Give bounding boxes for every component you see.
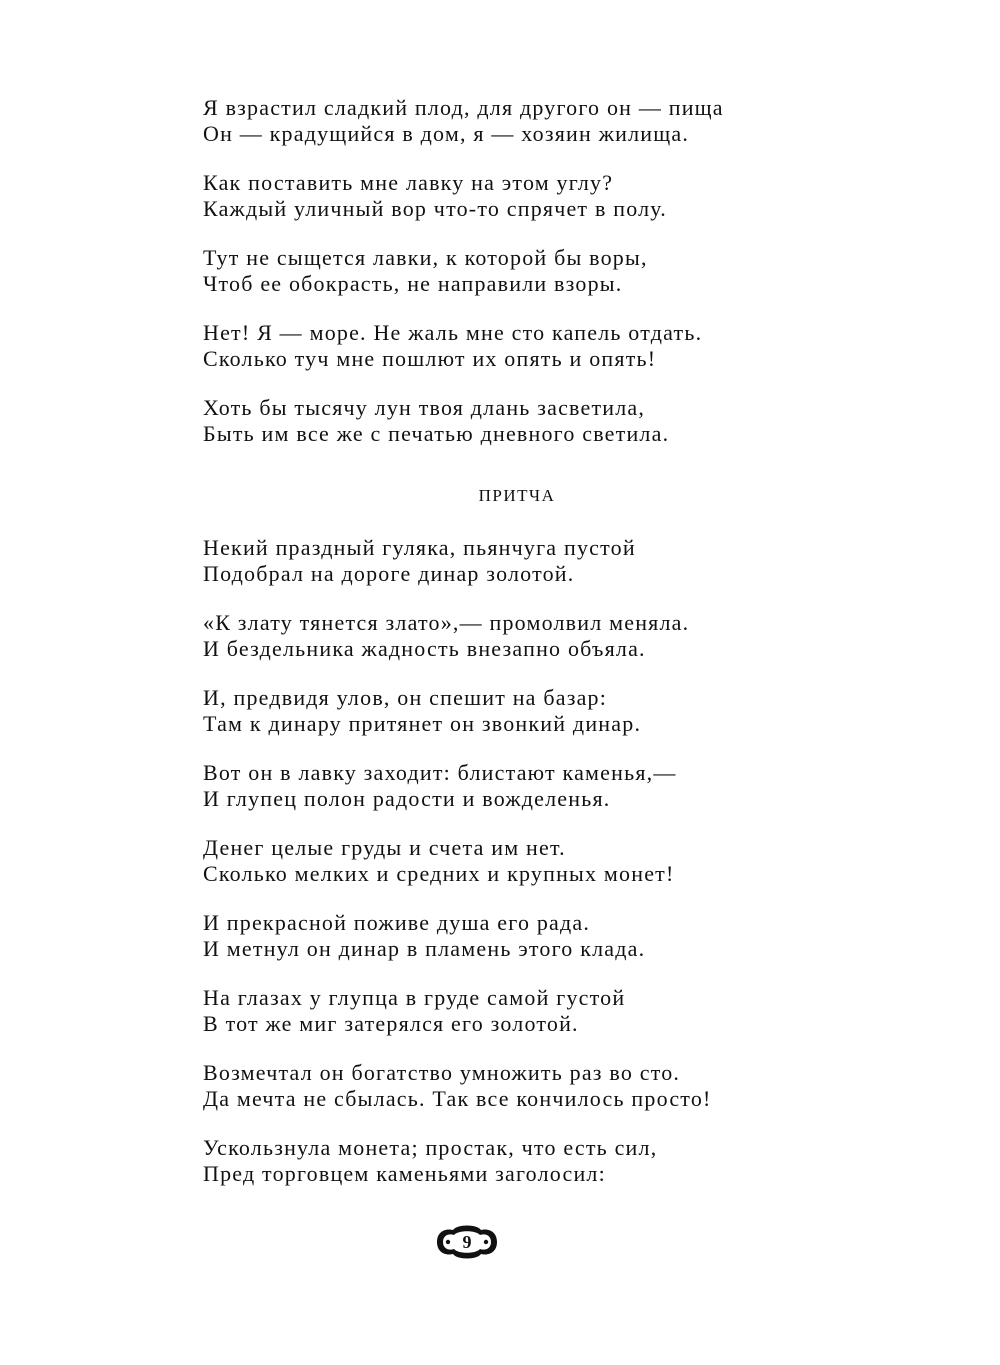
verse-line: Тут не сыщется лавки, к которой бы воры, [203,245,648,270]
stanza [203,95,843,147]
verse-line: На глазах у глупца в груде самой густой [203,985,626,1010]
verse-line: Нет! Я — море. Не жаль мне сто капель отдать. [203,320,703,345]
verse-line: Да мечта не сбылась. Так все кончилось просто! [203,1086,712,1111]
stanza [203,760,843,812]
verse-line: Он — крадущийся в дом, я — хозяин жилища. [203,121,690,146]
verse-line: И метнул он динар в пламень этого клада. [203,936,646,961]
verse-line: Быть им все же с печатью дневного светила. [203,421,670,446]
stanza [203,985,843,1037]
verse-line: Хоть бы тысячу лун твоя длань засветила, [203,395,646,420]
stanza [203,395,843,447]
stanza [203,1135,843,1187]
verse-line: Вот он в лавку заходит: блистают каменья,— [203,760,677,785]
verse-line: Я взрастил сладкий плод, для другого он — пища [203,95,724,120]
stanza [203,170,843,222]
page-number-ornament [433,1222,501,1262]
verse-line: «К злату тянется злато»,— промолвил меняла. [203,610,690,635]
verse-line: И глупец полон радости и вожделенья. [203,786,611,811]
verse-line: Там к динару притянет он звонкий динар. [203,711,642,736]
stanza [203,685,843,737]
verse-line: Возмечтал он богатство умножить раз во сто. [203,1060,681,1085]
verse-line: И бездельника жадность внезапно объяла. [203,636,646,661]
section-title: ПРИТЧА [478,486,556,505]
stanza [203,245,843,297]
verse-line: Сколько туч мне пошлют их опять и опять! [203,346,657,371]
page-number: 9 [462,1232,472,1252]
verse-line: В тот же миг затерялся его золотой. [203,1011,579,1036]
stanza [203,535,843,587]
verse-line: Каждый уличный вор что-то спрячет в полу. [203,196,667,221]
stanza [203,1060,843,1112]
stanza [203,610,843,662]
verse-line: Ускользнула монета; простак, что есть сил, [203,1135,658,1160]
verse-line: Сколько мелких и средних и крупных монет! [203,861,675,886]
poem-text [203,95,843,1187]
verse-line: И, предвидя улов, он спешит на базар: [203,685,608,710]
stanza [203,910,843,962]
stanza [203,835,843,887]
verse-line: И прекрасной поживе душа его рада. [203,910,591,935]
stanza [203,320,843,372]
verse-line: Денег целые груды и счета им нет. [203,835,566,860]
verse-line: Как поставить мне лавку на этом углу? [203,170,614,195]
verse-line: Подобрал на дороге динар золотой. [203,561,575,586]
verse-line: Пред торговцем каменьями заголосил: [203,1161,606,1186]
verse-line: Чтоб ее обокрасть, не направили взоры. [203,271,623,296]
verse-line: Некий праздный гуляка, пьянчуга пустой [203,535,636,560]
